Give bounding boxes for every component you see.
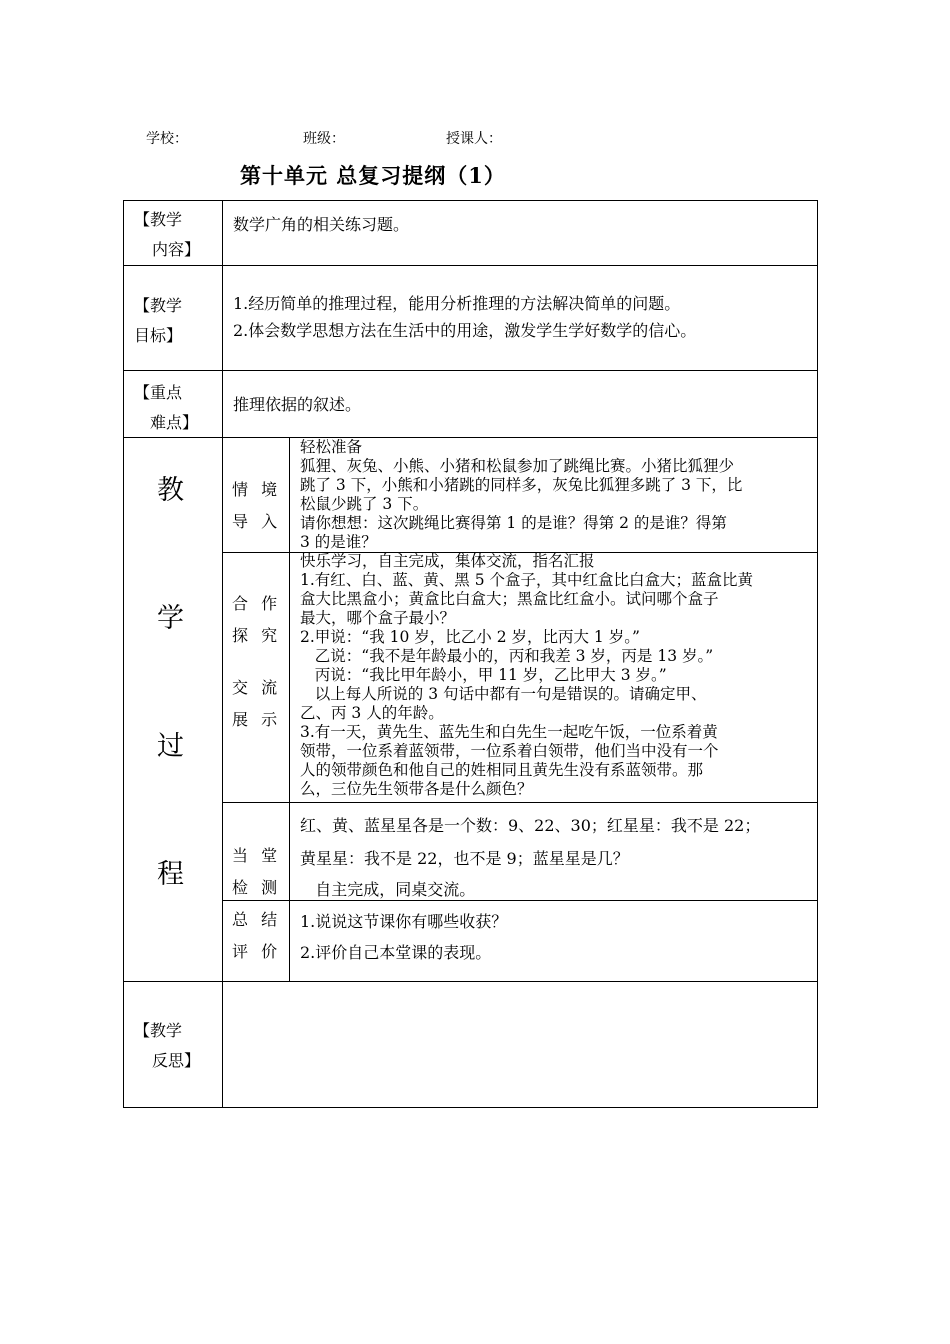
page-title: 第十单元 总复习提纲（1） [240,163,506,188]
coop-line: 么，三位先生领带各是什么颜色？ [300,780,533,798]
intro-line: 跳了 3 下，小熊和小猪跳的同样多，灰兔比狐狸多跳了 3 下，比 [300,476,743,494]
test-label: 当 堂 检 测 [232,846,282,897]
summary-line-2: 2.评价自己本堂课的表现。 [300,943,492,962]
summary-line-1: 1.说说这节课你有哪些收获？ [300,912,508,931]
coop-line: 2.甲说：“我 10 岁，比乙小 2 岁，比丙大 1 岁。” [300,628,640,646]
coop-line: 1.有红、白、蓝、黄、黑 5 个盒子，其中红盒比白盒大；蓝盒比黄 [300,571,754,589]
intro-text [300,438,742,552]
coop-line: 人的领带颜色和他自己的姓相同且黄先生没有系蓝领带。那 [300,761,704,779]
process-char-3: 过 [157,731,184,762]
coop-line: 领带，一位系着蓝领带，一位系着白领带，他们当中没有一个 [300,742,719,760]
reflection-input-area[interactable] [223,982,817,1107]
test-line-2: 黄星星：我不是 22，也不是 9；蓝星星是几？ [300,849,629,868]
goals-line-1: 1.经历简单的推理过程，能用分析推理的方法解决简单的问题。 [233,294,681,313]
key-label: 【重点 难点】 [134,383,199,432]
process-char-2: 学 [157,603,184,634]
coop-line: 丙说：“我比甲年龄小，甲 11 岁，乙比甲大 3 岁。” [300,666,667,684]
coop-line: 乙、丙 3 人的年龄。 [300,704,444,722]
coop-line: 3.有一天，黄先生、蓝先生和白先生一起吃午饭，一位系着黄 [300,723,718,741]
process-char-1: 教 [157,475,184,506]
class-label: 班级： [303,131,345,147]
teacher-label: 授课人： [446,131,502,147]
content-text: 数学广角的相关练习题。 [233,215,410,234]
process-char-4: 程 [157,859,184,890]
coop-label: 合 作 探 究 交 流 展 示 [232,594,282,729]
coop-line: 快乐学习，自主完成，集体交流，指名汇报 [300,552,595,570]
intro-line: 3 的是谁？ [300,533,377,551]
test-line-3: 自主完成，同桌交流。 [300,880,476,899]
intro-line: 松鼠少跳了 3 下。 [300,495,429,513]
coop-line: 以上每人所说的 3 句话中都有一句是错误的。请确定甲、 [300,685,707,703]
coop-line: 盒大比黑盒小；黄盒比白盒大；黑盒比红盒小。试问哪个盒子 [300,590,719,608]
key-text: 推理依据的叙述。 [233,395,362,414]
summary-label: 总 结 评 价 [232,910,282,961]
intro-label: 情 境 导 入 [232,480,282,531]
intro-line: 请你想想：这次跳绳比赛得第 1 的是谁？得第 2 的是谁？得第 [300,514,727,532]
goals-line-2: 2.体会数学思想方法在生活中的用途，激发学生学好数学的信心。 [233,321,697,340]
coop-line: 最大，哪个盒子最小？ [300,609,456,627]
intro-line: 狐狸、灰兔、小熊、小猪和松鼠参加了跳绳比赛。小猪比狐狸少 [300,457,735,475]
coop-text [300,552,753,799]
reflection-label: 【教学 反思】 [134,1021,201,1070]
coop-line: 乙说：“我不是年龄最小的，丙和我差 3 岁，丙是 13 岁。” [300,647,714,665]
header-info [0,128,950,148]
intro-line: 轻松准备 [300,438,363,456]
goals-label: 【教学 目标】 [134,296,183,345]
test-line-1: 红、黄、蓝星星各是一个数：9、22、30；红星星：我不是 22； [300,816,761,835]
content-label: 【教学 内容】 [134,210,201,259]
school-label: 学校： [146,131,188,147]
